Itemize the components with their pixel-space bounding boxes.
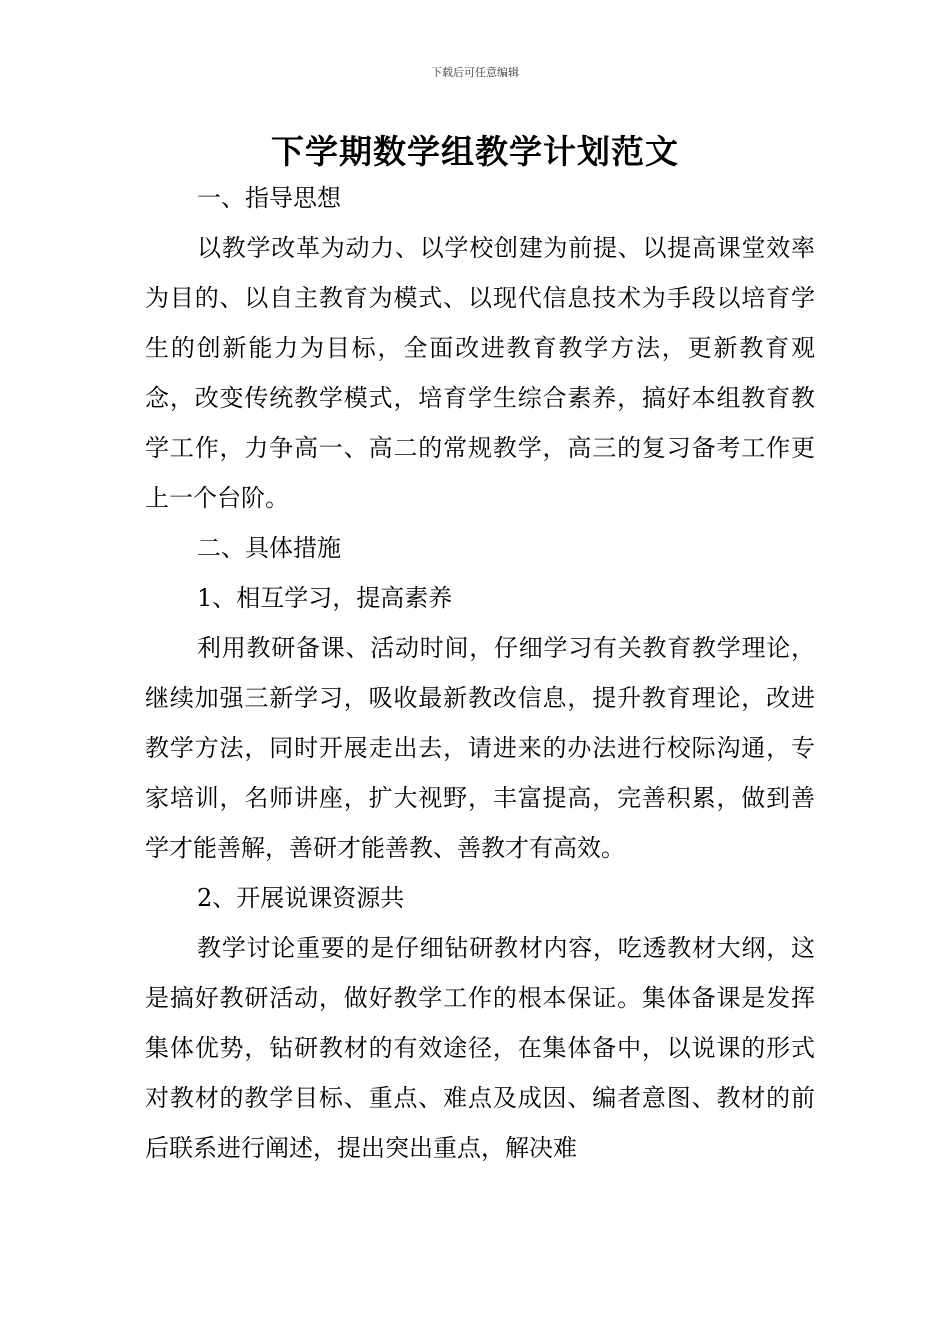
paragraph: 利用教研备课、活动时间，仔细学习有关教育教学理论，继续加强三新学习，吸收最新教改信息，提升教育理论，改进教学方法，同时开展走出去，请进来的办法进行校际沟通，专家培训，名师讲座，扩大视野，丰富提高，完善积累，做到善学才能善解，善研才能善教、善教才有高效。 — [145, 634, 815, 862]
document-body — [145, 173, 815, 1173]
subsection-heading: 1、相互学习，提高素养 — [197, 584, 453, 612]
document-title: 下学期数学组教学计划范文 — [271, 132, 679, 171]
section-heading: 一、指导思想 — [197, 184, 341, 212]
paragraph: 以教学改革为动力、以学校创建为前提、以提高课堂效率为目的、以自主教育为模式、以现代信息技术为手段以培育学生的创新能力为目标，全面改进教育教学方法，更新教育观念，改变传统教学模式，培育学生综合素养，搞好本组教育教学工作，力争高一、高二的常规教学，高三的复习备考工作更上一个台阶。 — [145, 234, 815, 512]
section-heading: 二、具体措施 — [197, 534, 341, 562]
paragraph: 教学讨论重要的是仔细钻研教材内容，吃透教材大纲，这是搞好教研活动，做好教学工作的根本保证。集体备课是发挥集体优势，钻研教材的有效途径，在集体备中，以说课的形式对教材的教学目标、重点、难点及成因、编者意图、教材的前后联系进行阐述，提出突出重点，解决难 — [145, 934, 815, 1162]
subsection-heading: 2、开展说课资源共 — [197, 884, 405, 912]
header-note: 下载后可任意编辑 — [431, 66, 519, 79]
